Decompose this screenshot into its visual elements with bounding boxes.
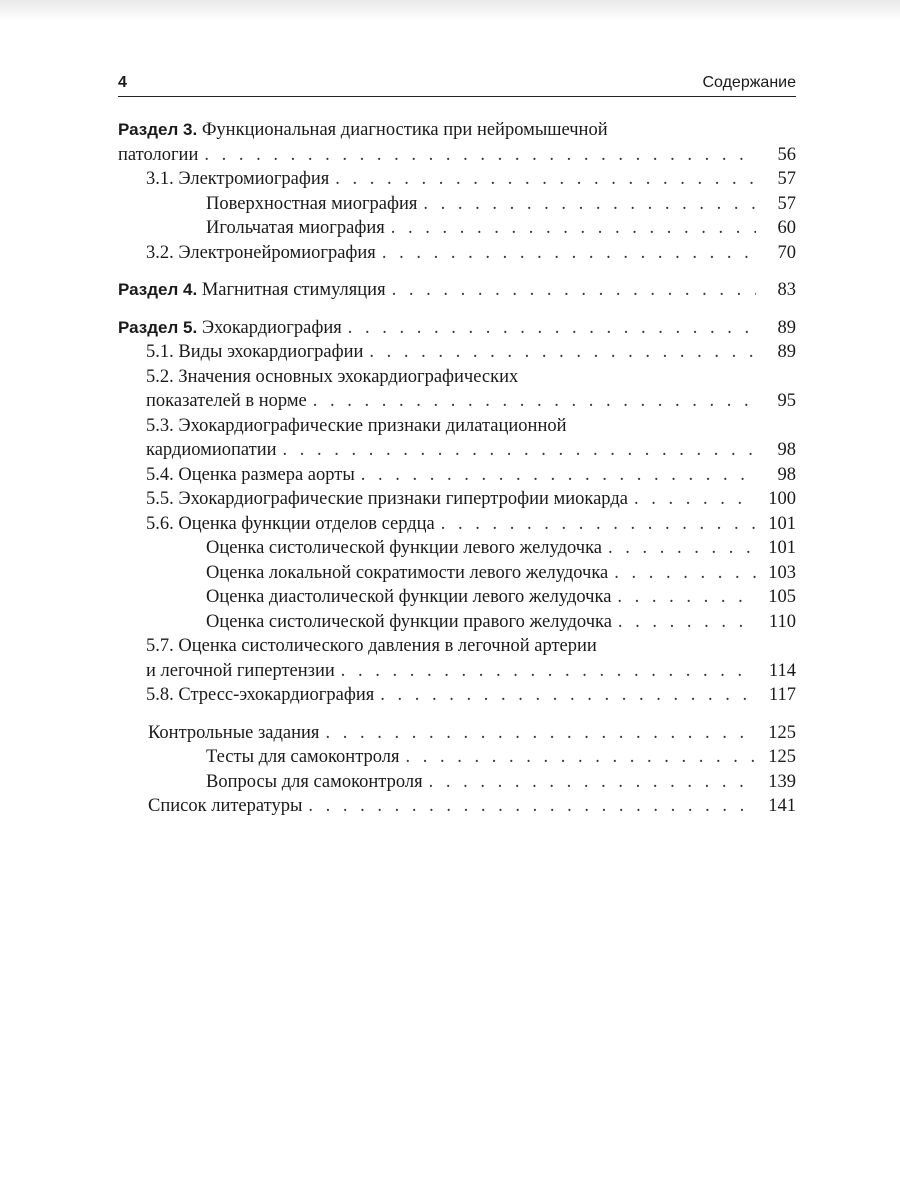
toc-page-number: 103	[768, 562, 796, 583]
toc-entry-text: Магнитная стимуляция	[201, 280, 386, 300]
dot-leader	[423, 192, 756, 217]
toc-entry-line	[146, 414, 796, 439]
toc-entry[interactable]	[118, 512, 796, 537]
toc-entry-title	[146, 167, 329, 192]
toc-entry-last-line	[146, 340, 796, 365]
section-prefix: Раздел 3.	[118, 120, 198, 139]
toc-entry[interactable]	[118, 278, 796, 303]
dot-leader	[380, 683, 756, 708]
dot-leader	[341, 659, 756, 684]
toc-entry-title	[206, 610, 612, 635]
toc-page-number: 89	[777, 317, 796, 338]
toc-entry-last-line	[146, 659, 796, 684]
toc-entry[interactable]	[118, 585, 796, 610]
toc-entry-text: Оценка систолической функции левого желудочка	[206, 538, 602, 558]
toc-entry-text: Оценка локальной сократимости левого желудочка	[206, 562, 609, 583]
toc-entry-last-line	[146, 487, 796, 512]
toc-entry-text: Оценка диастолической функции левого желудочка	[206, 587, 612, 607]
toc-entry-text: Список литературы	[148, 796, 303, 816]
toc-entry-line	[146, 365, 796, 390]
toc-entry[interactable]	[118, 487, 796, 512]
toc-entry-title	[146, 367, 518, 387]
toc-entry-title	[206, 585, 611, 610]
dot-leader	[618, 610, 756, 635]
page-header	[118, 70, 796, 97]
toc-entry-last-line	[146, 241, 796, 266]
toc-entry-last-line	[206, 610, 796, 635]
toc-page-number: 105	[768, 587, 796, 607]
toc-entry-last-line	[146, 683, 796, 708]
toc-page-number: 57	[777, 193, 796, 214]
toc-entry-last-line	[206, 585, 796, 610]
toc-entry-text: и легочной гипертензии	[146, 660, 335, 681]
toc-page-number: 56	[777, 144, 796, 165]
toc-entry-last-line	[148, 794, 796, 819]
toc-entry-title	[206, 770, 423, 795]
toc-entry[interactable]	[118, 414, 796, 463]
toc-entry-title	[206, 745, 400, 770]
toc-entry-title	[118, 143, 198, 168]
running-title: Содержание	[702, 74, 796, 91]
toc-entry-text: 5.7. Оценка систолического давления в легочной артерии	[146, 636, 597, 656]
toc-entry-text: 5.1. Виды эхокардиографии	[146, 342, 364, 362]
toc-page-number: 70	[777, 242, 796, 263]
toc-entry-title	[146, 438, 277, 463]
toc-entry-last-line	[148, 721, 796, 746]
toc-entry-last-line	[206, 745, 796, 770]
dot-leader	[634, 487, 756, 512]
dot-leader	[204, 143, 756, 168]
toc-entry[interactable]	[118, 770, 796, 795]
toc-entry-title	[118, 120, 608, 140]
toc-entry[interactable]	[118, 365, 796, 414]
toc-entry-title	[146, 487, 628, 512]
toc-entry-last-line	[146, 167, 796, 192]
toc-entry-title	[146, 389, 307, 414]
dot-leader	[308, 794, 756, 819]
toc-entry-last-line	[146, 389, 796, 414]
toc-entry[interactable]	[118, 610, 796, 635]
toc-entry-title	[148, 721, 319, 746]
toc-entry-title	[146, 241, 376, 266]
dot-leader	[361, 463, 756, 488]
toc-entry-last-line	[206, 561, 796, 586]
toc-entry-text: 5.3. Эхокардиографические признаки дилатационной	[146, 415, 567, 436]
toc-entry-title	[118, 278, 386, 303]
toc-entry[interactable]	[118, 192, 796, 217]
toc-page-number: 95	[777, 391, 796, 411]
toc-entry-title	[148, 794, 302, 819]
toc-entry-title	[206, 216, 385, 241]
toc-page-number: 110	[768, 611, 796, 632]
toc-entry-last-line	[118, 278, 796, 303]
toc-entry-text: 5.5. Эхокардиографические признаки гипертрофии миокарда	[146, 489, 628, 509]
dot-leader	[348, 316, 756, 341]
page-number: 4	[118, 74, 127, 91]
dot-leader	[283, 438, 756, 463]
toc-entry-text: Эхокардиография	[201, 317, 342, 338]
toc-entry-text: 5.8. Стресс-эхокардиография	[146, 685, 375, 705]
toc-entry-text: Функциональная диагностика при нейромышечной	[201, 120, 608, 140]
toc-entry[interactable]	[118, 561, 796, 586]
toc-page-number: 100	[768, 489, 796, 509]
toc-page-number: 89	[777, 342, 796, 362]
toc-entry-last-line	[206, 192, 796, 217]
toc-entry-text: Поверхностная миография	[206, 193, 418, 214]
toc-entry-text: 5.2. Значения основных эхокардиографических	[146, 366, 519, 387]
toc-entry-title	[146, 416, 567, 436]
dot-leader	[313, 389, 756, 414]
toc-page-number: 60	[777, 218, 796, 238]
toc-entry-text: Вопросы для самоконтроля	[206, 771, 423, 792]
toc-entry-title	[146, 512, 435, 537]
toc-entry-text: Тесты для самоконтроля	[206, 747, 400, 767]
top-band	[0, 0, 900, 20]
toc-entry[interactable]	[118, 683, 796, 708]
toc-entry[interactable]	[118, 118, 796, 167]
dot-leader	[614, 561, 756, 586]
toc-entry[interactable]	[118, 536, 796, 561]
dot-leader	[617, 585, 756, 610]
toc-entry-text: Игольчатая миография	[206, 218, 385, 238]
toc-entry[interactable]	[118, 167, 796, 192]
toc-entry-title	[146, 463, 355, 488]
toc-page-number: 83	[777, 280, 796, 300]
section-prefix: Раздел 4.	[118, 280, 198, 299]
toc-entry[interactable]	[118, 745, 796, 770]
dot-leader	[369, 340, 756, 365]
toc-entry-last-line	[146, 438, 796, 463]
toc-page-number: 125	[768, 722, 796, 743]
dot-leader	[382, 241, 756, 266]
toc-entry[interactable]	[118, 721, 796, 746]
table-of-contents	[118, 118, 796, 819]
toc-entry[interactable]	[118, 216, 796, 241]
toc-entry-title	[206, 536, 602, 561]
toc-page-number: 139	[768, 771, 796, 792]
toc-entry-title	[146, 683, 374, 708]
toc-entry-title	[146, 340, 363, 365]
toc-entry-text: 5.4. Оценка размера аорты	[146, 464, 355, 485]
toc-entry-title	[146, 659, 335, 684]
toc-entry-text: Оценка систолической функции правого желудочка	[206, 611, 612, 632]
section-prefix: Раздел 5.	[118, 317, 198, 337]
toc-entry-last-line	[146, 512, 796, 537]
toc-entry-last-line	[206, 216, 796, 241]
toc-entry-text: кардиомиопатии	[146, 440, 277, 460]
toc-entry-text: показателей в норме	[146, 391, 307, 411]
toc-page-number: 101	[768, 538, 796, 558]
toc-entry-title	[118, 316, 342, 341]
toc-entry-text: 3.1. Электромиография	[146, 169, 330, 189]
dot-leader	[406, 745, 756, 770]
toc-entry-text: патологии	[118, 144, 199, 165]
toc-page-number: 101	[768, 513, 796, 534]
toc-entry-title	[206, 192, 417, 217]
toc-entry-line	[118, 118, 796, 143]
toc-entry-text: Контрольные задания	[148, 722, 320, 743]
toc-entry-title	[146, 636, 597, 656]
toc-entry-last-line	[146, 463, 796, 488]
toc-entry-last-line	[118, 316, 796, 341]
toc-entry[interactable]	[118, 794, 796, 819]
toc-entry[interactable]	[118, 241, 796, 266]
toc-entry-last-line	[206, 536, 796, 561]
toc-page-number: 114	[768, 660, 796, 681]
dot-leader	[392, 278, 756, 303]
dot-leader	[441, 512, 756, 537]
toc-entry-title	[206, 561, 608, 586]
toc-entry-line	[146, 634, 796, 659]
toc-entry-last-line	[206, 770, 796, 795]
dot-leader	[608, 536, 756, 561]
toc-page-number: 117	[768, 685, 796, 705]
toc-entry-text: 3.2. Электронейромиография	[146, 242, 376, 263]
toc-entry[interactable]	[118, 463, 796, 488]
toc-entry[interactable]	[118, 316, 796, 341]
toc-entry-text: 5.6. Оценка функции отделов сердца	[146, 513, 435, 534]
toc-entry[interactable]	[118, 634, 796, 683]
toc-page-number: 57	[777, 169, 796, 189]
toc-entry[interactable]	[118, 340, 796, 365]
toc-entry-last-line	[118, 143, 796, 168]
dot-leader	[325, 721, 756, 746]
toc-page-number: 141	[768, 796, 796, 816]
toc-page-number: 98	[777, 464, 796, 485]
dot-leader	[335, 167, 756, 192]
dot-leader	[429, 770, 756, 795]
dot-leader	[391, 216, 756, 241]
toc-page-number: 98	[777, 440, 796, 460]
toc-page-number: 125	[768, 747, 796, 767]
